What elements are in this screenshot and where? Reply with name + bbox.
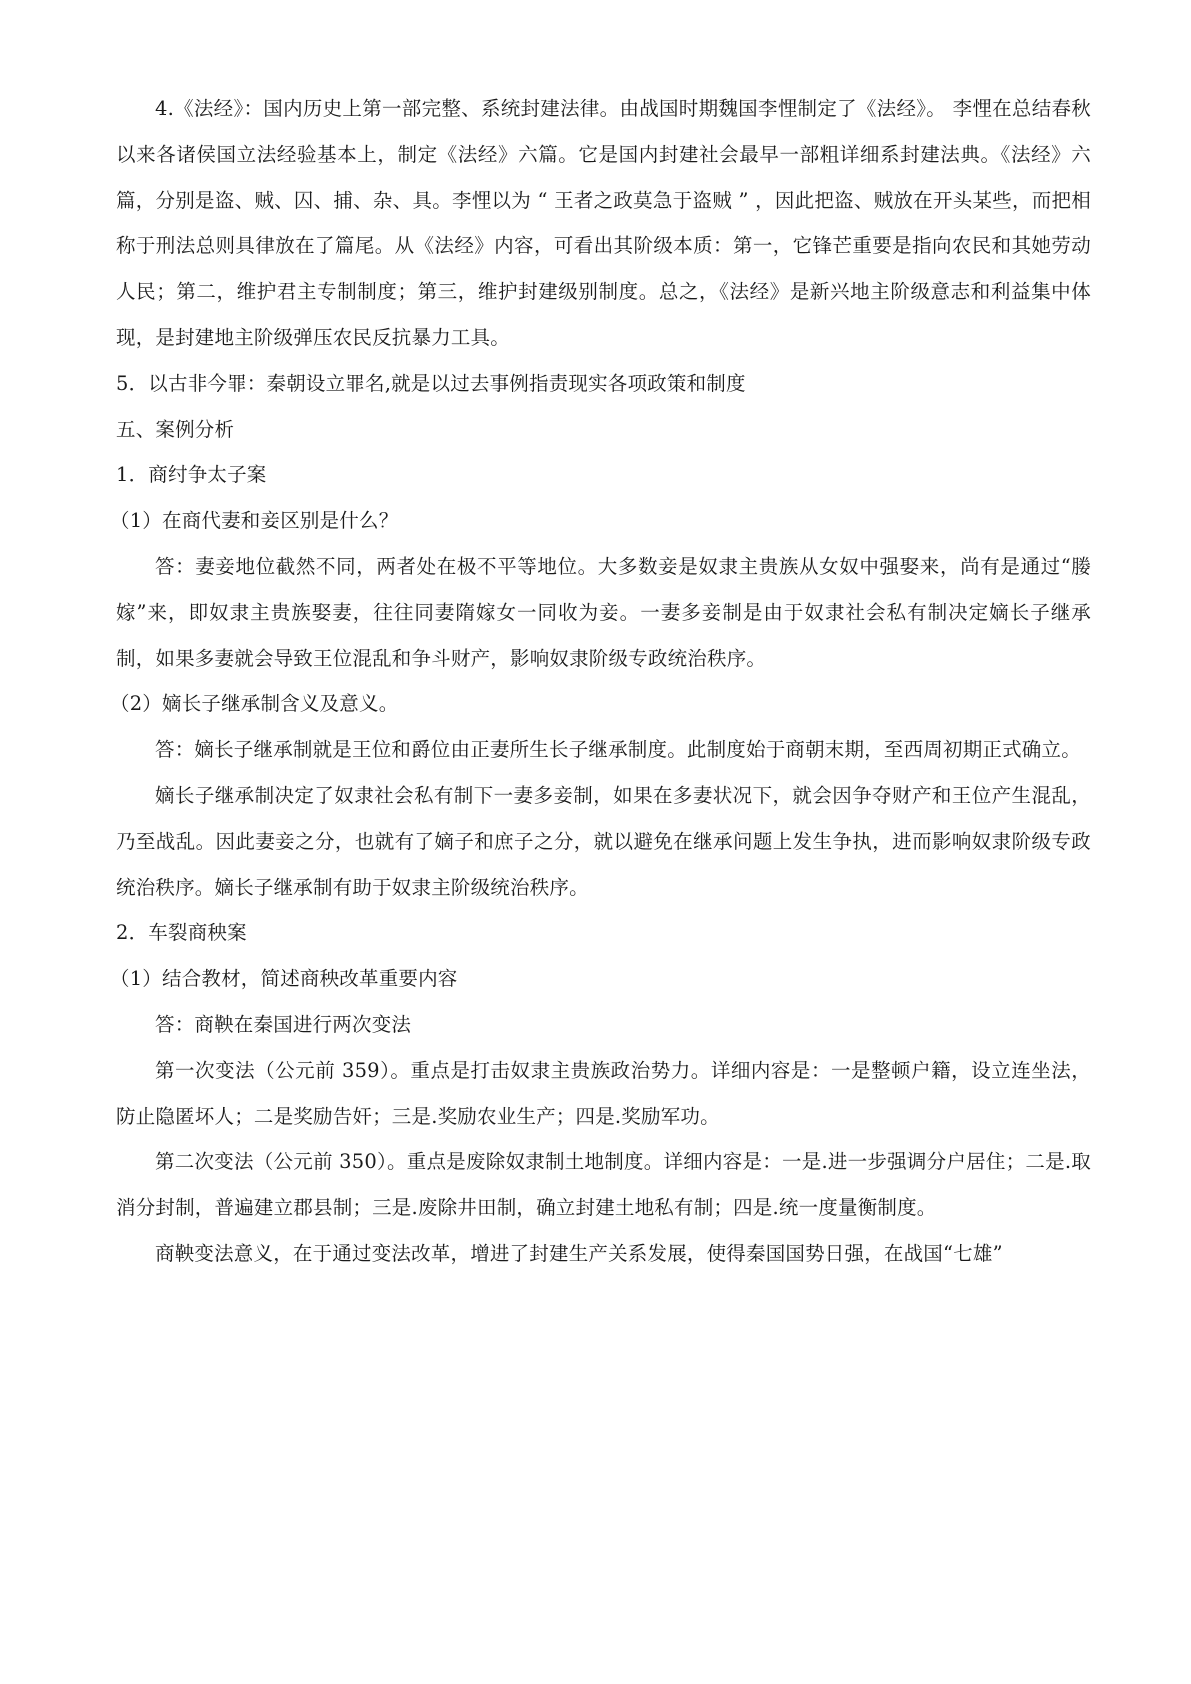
paragraph-yigufeijin: 5．以古非今罪：秦朝设立罪名,就是以过去事例指责现实各项政策和制度 <box>116 371 746 395</box>
paragraph-fajing: 4.《法经》：国内历史上第一部完整、系统封建法律。由战国时期魏国李悝制定了《法经》。 李悝在总结春秋以来各诸侯国立法经验基本上，制定《法经》六篇。它是国内封建社会最早一部粗详细系封建法典。《法经》六篇，分别是盗、贼、囚、捕、杂、具。李悝以为 “ 王者之政莫急于盗贼 ” ，因此把盗、贼放在开头某些，而把相称于刑法总则具律放在了篇尾。从《法经》内容，可看出其阶级本质：第一，它锋芒重要是指向农民和其她劳动人民；第二，维护君主专制制度；第三，维护封建级别制度。总之，《法经》是新兴地主阶级意志和利益集中体现，是封建地主阶级弹压农民反抗暴力工具。 <box>116 97 1091 349</box>
answer-2-1-first-reform: 第一次变法（公元前 359）。重点是打击奴隶主贵族政治势力。详细内容是：一是整顿户籍，设立连坐法，防止隐匿坏人；二是奖励告奸；三是.奖励农业生产；四是.奖励军功。 <box>116 1058 1091 1128</box>
answer-1-1: 答：妻妾地位截然不同，两者处在极不平等地位。大多数妾是奴隶主贵族从女奴中强娶来，尚有是通过“媵嫁”来，即奴隶主贵族娶妻，往往同妻隋嫁女一同收为妾。一妻多妾制是由于奴隶社会私有制决定嫡长子继承制，如果多妻就会导致王位混乱和争斗财产，影响奴隶阶级专政统治秩序。 <box>116 554 1091 670</box>
question-1-1: （1）在商代妻和妾区别是什么？ <box>110 509 399 533</box>
answer-1-2: 答：嫡长子继承制就是王位和爵位由正妻所生长子继承制度。此制度始于商朝末期，至西周初期正式确立。 <box>155 738 1081 762</box>
answer-2-1: 答：商鞅在秦国进行两次变法 <box>155 1012 412 1036</box>
answer-2-1-significance: 商鞅变法意义，在于通过变法改革，增进了封建生产关系发展，使得秦国国势日强，在战国“七雄” <box>155 1241 1003 1265</box>
document-body <box>110 86 1091 1277</box>
question-2-1: （1）结合教材，简述商秧改革重要内容 <box>110 967 458 991</box>
case-heading-shangzhou: 1．商纣争太子案 <box>116 463 267 487</box>
answer-2-1-second-reform: 第二次变法（公元前 350）。重点是废除奴隶制土地制度。详细内容是：一是.进一步强调分户居住；二是.取消分封制，普遍建立郡县制；三是.废除井田制，确立封建土地私有制；四是.统一度量衡制度。 <box>116 1150 1091 1220</box>
question-1-2: （2）嫡长子继承制含义及意义。 <box>110 692 399 716</box>
case-heading-shangyang: 2．车裂商秧案 <box>116 921 247 945</box>
answer-1-2-continued: 嫡长子继承制决定了奴隶社会私有制下一妻多妾制，如果在多妻状况下，就会因争夺财产和王位产生混乱，乃至战乱。因此妻妾之分，也就有了嫡子和庶子之分，就以避免在继承问题上发生争执，进而影响奴隶阶级专政统治秩序。嫡长子继承制有助于奴隶主阶级统治秩序。 <box>116 783 1091 899</box>
section-heading-case-analysis: 五、案例分析 <box>116 417 235 441</box>
